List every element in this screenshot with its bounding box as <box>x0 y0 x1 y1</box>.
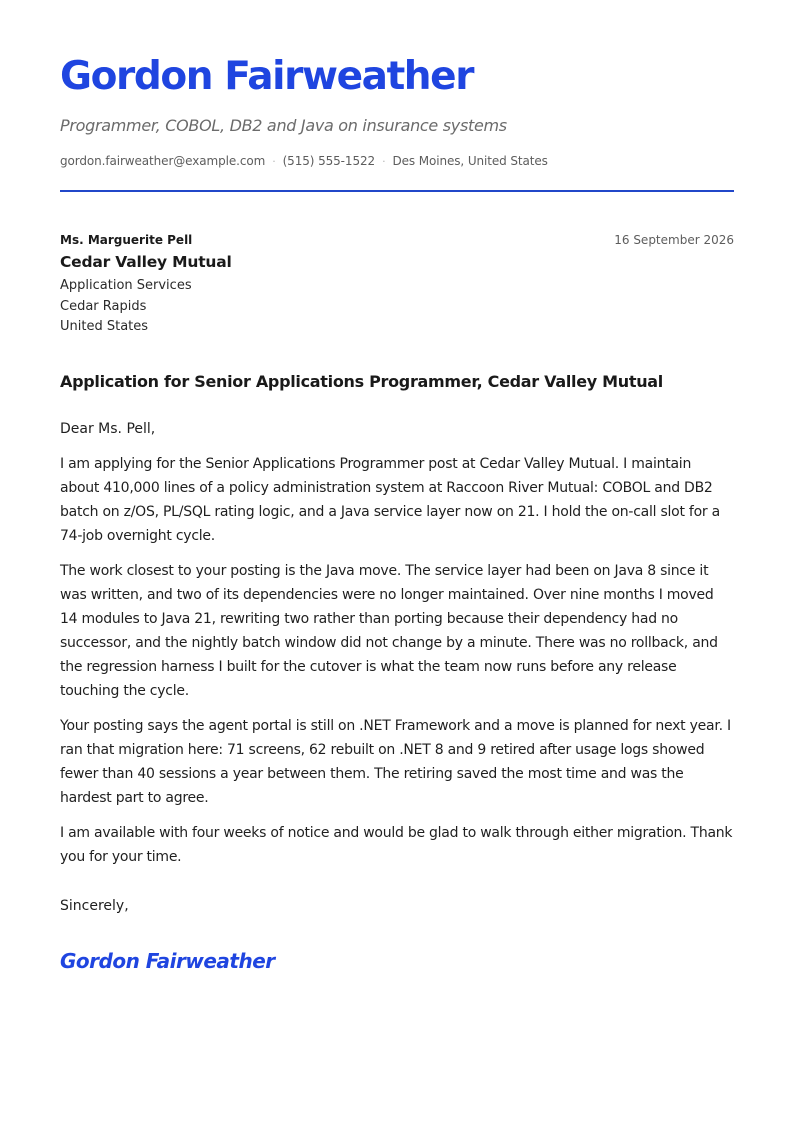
body-paragraph: I am available with four weeks of notice and would be glad to walk through either migration. Thank you for your time. <box>60 825 733 865</box>
letter-subject: Application for Senior Applications Programmer, Cedar Valley Mutual <box>60 372 663 391</box>
contact-phone: (515) 555-1522 <box>282 154 376 168</box>
signature: Gordon Fairweather <box>60 949 275 973</box>
letter-body <box>60 417 734 880</box>
contact-location: Des Moines, United States <box>392 154 548 168</box>
body-paragraph: The work closest to your posting is the Java move. The service layer had been on Java 8 since it was written, and two of its dependencies were no longer maintained. Over nine months I moved 14 modules to Java 21, rewriting two rather than porting because their dependency had no successor, and the nightly batch window did not change by a minute. There was no rollback, and the regression harness I built for the cutover is what the team now runs before any release touching the cycle. <box>60 563 718 699</box>
header-divider <box>60 190 734 192</box>
contact-line <box>60 154 548 168</box>
letter-date: 16 September 2026 <box>614 233 734 247</box>
contact-email: gordon.fairweather@example.com <box>60 154 266 168</box>
sender-name: Gordon Fairweather <box>60 54 474 99</box>
recipient-country: United States <box>60 319 149 334</box>
recipient-name: Ms. Marguerite Pell <box>60 233 193 247</box>
sender-tagline: Programmer, COBOL, DB2 and Java on insurance systems <box>60 116 507 135</box>
closing: Sincerely, <box>60 898 129 914</box>
recipient-company: Cedar Valley Mutual <box>60 253 232 271</box>
contact-separator: · <box>272 155 276 168</box>
recipient-block <box>60 233 510 338</box>
recipient-city: Cedar Rapids <box>60 298 147 314</box>
body-paragraph: Your posting says the agent portal is still on .NET Framework and a move is planned for next year. I ran that migration here: 71 screens, 62 rebuilt on .NET 8 and 9 retired after usage logs showed fewer than 40 sessions a year between them. The retiring saved the most time and was the hardest part to agree. <box>60 718 731 806</box>
body-paragraph: I am applying for the Senior Applications Programmer post at Cedar Valley Mutual. I maintain about 410,000 lines of a policy administration system at Raccoon River Mutual: COBOL and DB2 batch on z/OS, PL/SQL rating logic, and a Java service layer now on 21. I hold the on-call slot for a 74-job overnight cycle. <box>60 456 720 544</box>
salutation: Dear Ms. Pell, <box>60 421 156 437</box>
contact-separator: · <box>382 155 386 168</box>
recipient-department: Application Services <box>60 278 192 293</box>
